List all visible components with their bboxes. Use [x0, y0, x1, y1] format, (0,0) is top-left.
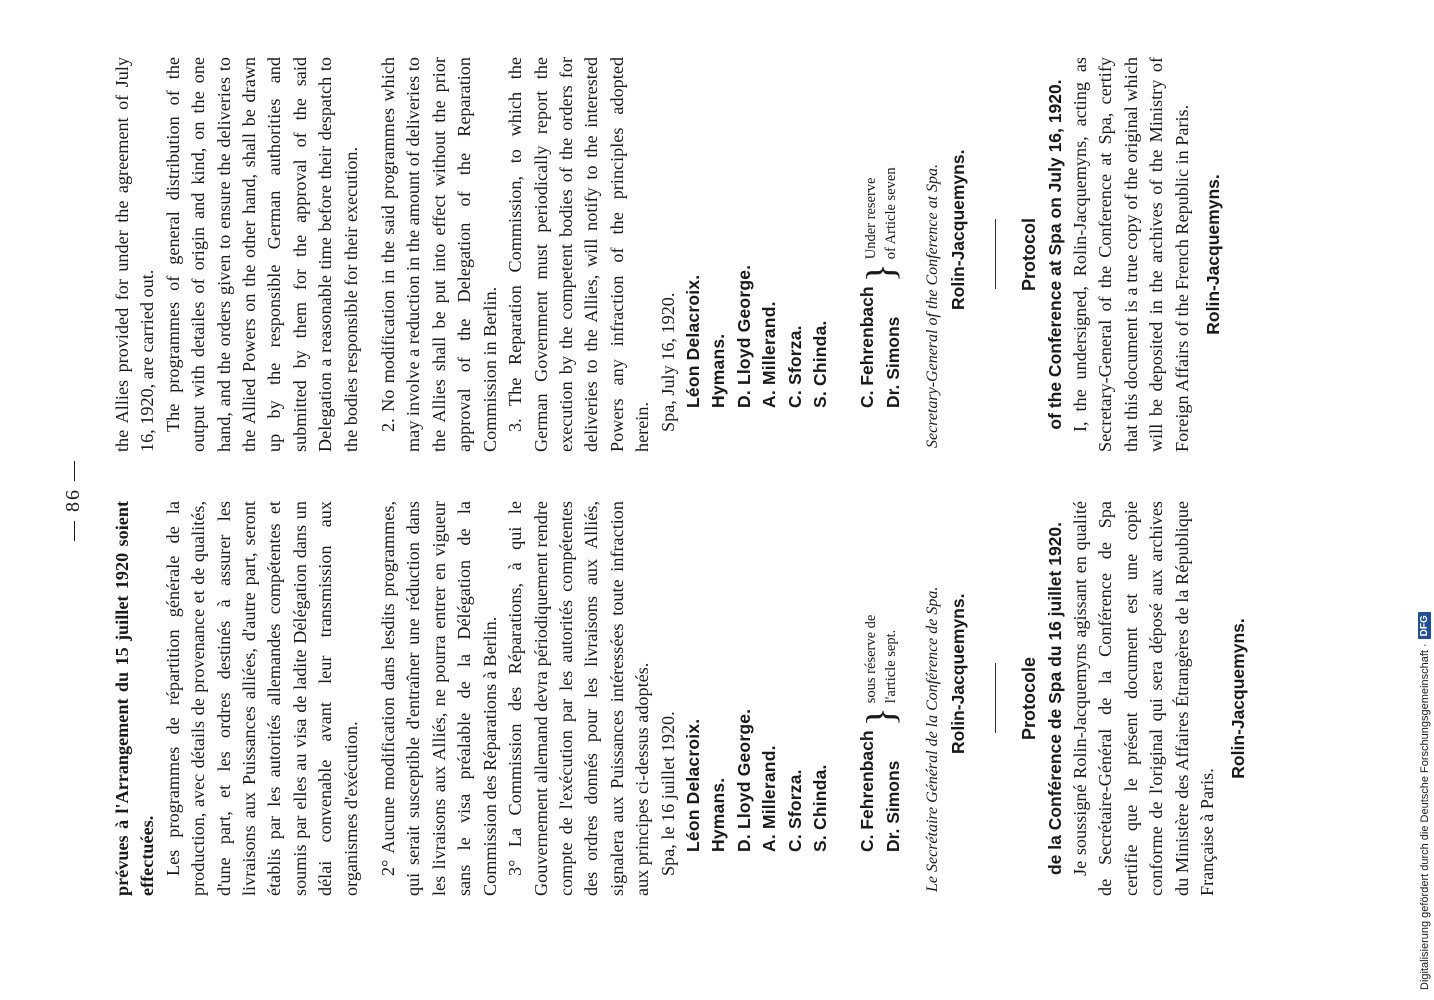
reserve-names — [855, 730, 906, 852]
signatory: Hymans. — [708, 777, 729, 852]
english-protocol-body: I, the undersigned, Rolin-Jacquemyns, acting as Secretary-General of the Conference at Spa, certify that this document is a true copy of the original which will be deposited in the archives of the Ministry of Foreign Affairs of the French Republic in Paris. — [1070, 57, 1192, 452]
brace-icon: } — [857, 263, 903, 283]
dfg-logo-icon: DFG — [1418, 612, 1431, 639]
signatory: D. Lloyd George. — [733, 264, 754, 408]
english-reserve-block — [855, 57, 906, 408]
english-para-2: The programmes of general distribution of the output with detailes of origin and kind, on the one hand, and the orders given to ensure the deliveries to the Allied Powers on the other hand, shall be drawn up by the responsible German authorities and submitted by them for the approval of the said Delegation a reasonable time before their despatch to the bodies responsible for their execution. — [162, 57, 361, 452]
french-protocol-title: Protocole — [1019, 657, 1039, 741]
french-para-3: 2° Aucune modification dans lesdits programmes, qui serait susceptible d'entraîner une réduction dans les livraisons aux Alliés, ne pourra entrer en vigueur sans le visa préalable de la Délégation de la Commission des Réparations à Berlin. — [378, 501, 500, 896]
signatory: Léon Delacroix. — [682, 274, 703, 408]
signatory: A. Millerand. — [759, 301, 780, 408]
digitization-credit — [1418, 612, 1431, 990]
english-place-date: Spa, July 16, 1920. — [657, 292, 678, 432]
signatory: C. Fehrenbach — [857, 286, 878, 408]
reserve-note-line: Under reserve — [862, 177, 879, 260]
reserve-note-line: sous réserve de — [862, 614, 879, 704]
signatory: D. Lloyd George. — [733, 708, 754, 852]
brace-icon: } — [857, 707, 903, 727]
signatory: S. Chinda. — [809, 320, 830, 408]
reserve-note-line: of Article seven — [882, 167, 899, 260]
signatory: Hymans. — [708, 333, 729, 408]
english-signatories — [681, 57, 833, 408]
signatory: C. Sforza. — [784, 769, 805, 852]
english-secretary-name: Rolin-Jacquemyns. — [947, 149, 968, 310]
signatory: Léon Delacroix. — [682, 718, 703, 852]
reserve-names — [855, 286, 906, 408]
english-para-3: 2. No modification in the said programmes which may involve a reduction in the amount of deliveries to the Allies shall be put into effect without the prior approval of the Delegation of the Reparation Commission in Berlin. — [378, 57, 500, 452]
signatory: Dr. Simons — [882, 760, 903, 852]
signatory: A. Millerand. — [759, 745, 780, 852]
french-reserve-block — [855, 501, 906, 852]
signatory: S. Chinda. — [809, 764, 830, 852]
divider — [995, 220, 996, 290]
english-para-1: the Allies provided for under the agreement of July 16, 1920, are carried out. — [112, 57, 158, 452]
divider — [995, 664, 996, 734]
french-para-4: 3° La Commission des Réparations, à qui le Gouvernement allemand devra périodiquement rendre compte de l'exécution par les autorités compétentes des ordres donnés pour les livraisons aux Alliés, signalera aux Puissances intéressées toute infraction aux principes ci-dessus adoptés. — [505, 501, 653, 896]
french-signatories — [681, 501, 833, 852]
english-secretary-title: Secretary-General of the Conference at Spa. — [924, 163, 942, 448]
reserve-note — [861, 167, 901, 259]
english-column — [110, 57, 1226, 452]
french-para-2: Les programmes de répartition générale de la production, avec détails de provenance et de qualités, d'une part, et les ordres destinés à assurer les livraisons aux Puissances alliées, d'autre part, seront établis par les autorités allemandes compétentes et soumis par elles au visa de ladite Délégation dans un délai convenable avant leur transmission aux organismes d'exécution. — [162, 501, 361, 896]
english-protocol-title: Protocol — [1019, 218, 1039, 292]
french-para-1 — [110, 501, 161, 896]
english-para-4: 3. The Reparation Commission, to which the German Government must periodically report the execution by the competent bodies of the orders for deliveries to the Allies, will notify to the interested Powers any infraction of the principles adopted herein. — [505, 57, 653, 452]
page-number: — 86 — — [62, 459, 84, 541]
french-para-1-text: prévues à l'Arrangement du 15 juillet 1920 soient effectuées. — [112, 501, 158, 896]
reserve-note-line: l'article sept. — [882, 629, 899, 704]
french-secretary-title: Le Secrétaire Général de la Conférence de Spa. — [924, 586, 942, 892]
signatory: C. Fehrenbach — [857, 730, 878, 852]
english-protocol-signature: Rolin-Jacquemyns. — [1203, 174, 1224, 335]
french-protocol-body: Je soussigné Rolin-Jacquemyns agissant en qualité de Secrétaire-Général de la Conférence de Spa certifie que le présent document est une copie conforme de l'original qui sera déposé aux archives du Ministère des Affaires Étrangères de la République Française à Paris. — [1070, 501, 1218, 896]
french-protocol-subtitle: de la Conférence de Spa du 16 juillet 1920. — [1045, 521, 1065, 876]
signatory: Dr. Simons — [882, 316, 903, 408]
signatory: C. Sforza. — [784, 325, 805, 408]
french-protocol-signature: Rolin-Jacquemyns. — [1228, 618, 1249, 779]
english-protocol-subtitle: of the Conference at Spa on July 16, 1920. — [1045, 79, 1065, 430]
credit-text: Digitalisierung gefördert durch die Deutsche Forschungsgemeinschaft · — [1418, 643, 1431, 990]
french-secretary-name: Rolin-Jacquemyns. — [947, 593, 968, 754]
french-column — [110, 501, 1252, 896]
french-place-date: Spa, le 16 juillet 1920. — [657, 711, 678, 876]
reserve-note — [861, 615, 901, 704]
